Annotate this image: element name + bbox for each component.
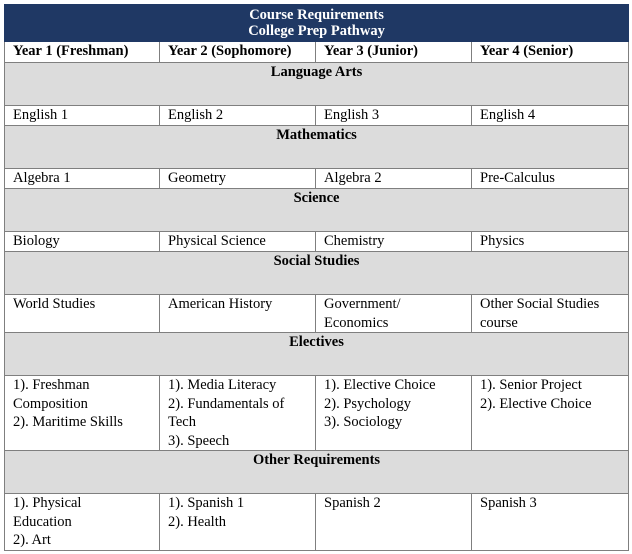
year-4-header: Year 4 (Senior) [472, 42, 629, 63]
year-header-row [5, 42, 629, 63]
year-1-header: Year 1 (Freshman) [5, 42, 160, 63]
course-row-social-studies [5, 295, 629, 333]
course-item: World Studies [13, 296, 96, 312]
title-row [5, 5, 629, 42]
course-item: English 4 [480, 107, 536, 123]
course-item: 1). Freshman [13, 377, 90, 393]
course-cell [472, 376, 629, 451]
section-row-electives [5, 333, 629, 376]
section-heading: Science [5, 189, 629, 232]
section-heading: Other Requirements [5, 451, 629, 494]
course-cell [160, 106, 316, 126]
course-item: 1). Media Literacy [168, 377, 277, 393]
course-item: English 3 [324, 107, 380, 123]
course-item: Spanish 3 [480, 495, 537, 511]
year-2-header: Year 2 (Sophomore) [160, 42, 316, 63]
section-row-language-arts [5, 63, 629, 106]
course-item: 1). Physical [13, 495, 82, 511]
course-cell [160, 169, 316, 189]
course-cell [5, 295, 160, 333]
section-row-other-requirements [5, 451, 629, 494]
course-cell [5, 494, 160, 551]
course-item: Other Social Studies [480, 296, 600, 312]
course-cell [5, 232, 160, 252]
course-cell [5, 169, 160, 189]
course-cell [316, 494, 472, 551]
course-row-language-arts [5, 106, 629, 126]
course-cell [5, 106, 160, 126]
course-cell [160, 232, 316, 252]
section-heading: Language Arts [5, 63, 629, 106]
title-line-1: Course Requirements [249, 7, 384, 23]
course-item: Composition [13, 395, 88, 412]
course-cell [316, 376, 472, 451]
course-item: 1). Spanish 1 [168, 495, 245, 511]
course-item: course [480, 314, 518, 331]
course-item: 2). Psychology [324, 395, 411, 412]
year-3-header: Year 3 (Junior) [316, 42, 472, 63]
section-heading: Social Studies [5, 252, 629, 295]
course-item: Algebra 1 [13, 170, 71, 186]
course-row-electives [5, 376, 629, 451]
course-cell [472, 106, 629, 126]
course-cell [316, 106, 472, 126]
course-item: 2). Elective Choice [480, 395, 592, 412]
course-item: 1). Elective Choice [324, 377, 436, 393]
course-row-other-requirements [5, 494, 629, 551]
course-item: Tech [168, 414, 196, 430]
course-item: Physics [480, 233, 525, 249]
course-cell [316, 232, 472, 252]
course-item: Pre-Calculus [480, 170, 555, 186]
course-cell [472, 494, 629, 551]
course-item: Government/ [324, 296, 401, 312]
course-cell [472, 169, 629, 189]
course-item: English 2 [168, 107, 224, 123]
course-item: 2). Maritime Skills [13, 414, 123, 430]
course-row-mathematics [5, 169, 629, 189]
course-item: 1). Senior Project [480, 377, 582, 393]
course-cell [160, 295, 316, 333]
course-row-science [5, 232, 629, 252]
section-row-social-studies [5, 252, 629, 295]
course-item: Physical Science [168, 233, 266, 249]
section-heading: Mathematics [5, 126, 629, 169]
course-item: Education [13, 513, 72, 530]
course-item: American History [168, 296, 273, 312]
course-cell [316, 295, 472, 333]
course-item: 3). Sociology [324, 414, 403, 430]
course-cell [5, 376, 160, 451]
course-cell [316, 169, 472, 189]
title-line-2: College Prep Pathway [248, 23, 385, 39]
course-item: English 1 [13, 107, 69, 123]
section-heading: Electives [5, 333, 629, 376]
course-item: Geometry [168, 170, 226, 186]
course-cell [160, 494, 316, 551]
course-item: Chemistry [324, 233, 385, 249]
course-item: Economics [324, 314, 389, 331]
course-requirements-table [4, 4, 629, 551]
section-row-science [5, 189, 629, 232]
course-item: 2). Fundamentals of [168, 395, 285, 412]
course-cell [160, 376, 316, 451]
course-item: 2). Health [168, 513, 226, 530]
course-item: 3). Speech [168, 432, 230, 449]
course-item: Algebra 2 [324, 170, 382, 186]
course-item: 2). Art [13, 532, 51, 548]
course-item: Spanish 2 [324, 495, 381, 511]
table-title [5, 5, 629, 42]
course-cell [472, 295, 629, 333]
course-item: Biology [13, 233, 60, 249]
section-row-mathematics [5, 126, 629, 169]
course-cell [472, 232, 629, 252]
